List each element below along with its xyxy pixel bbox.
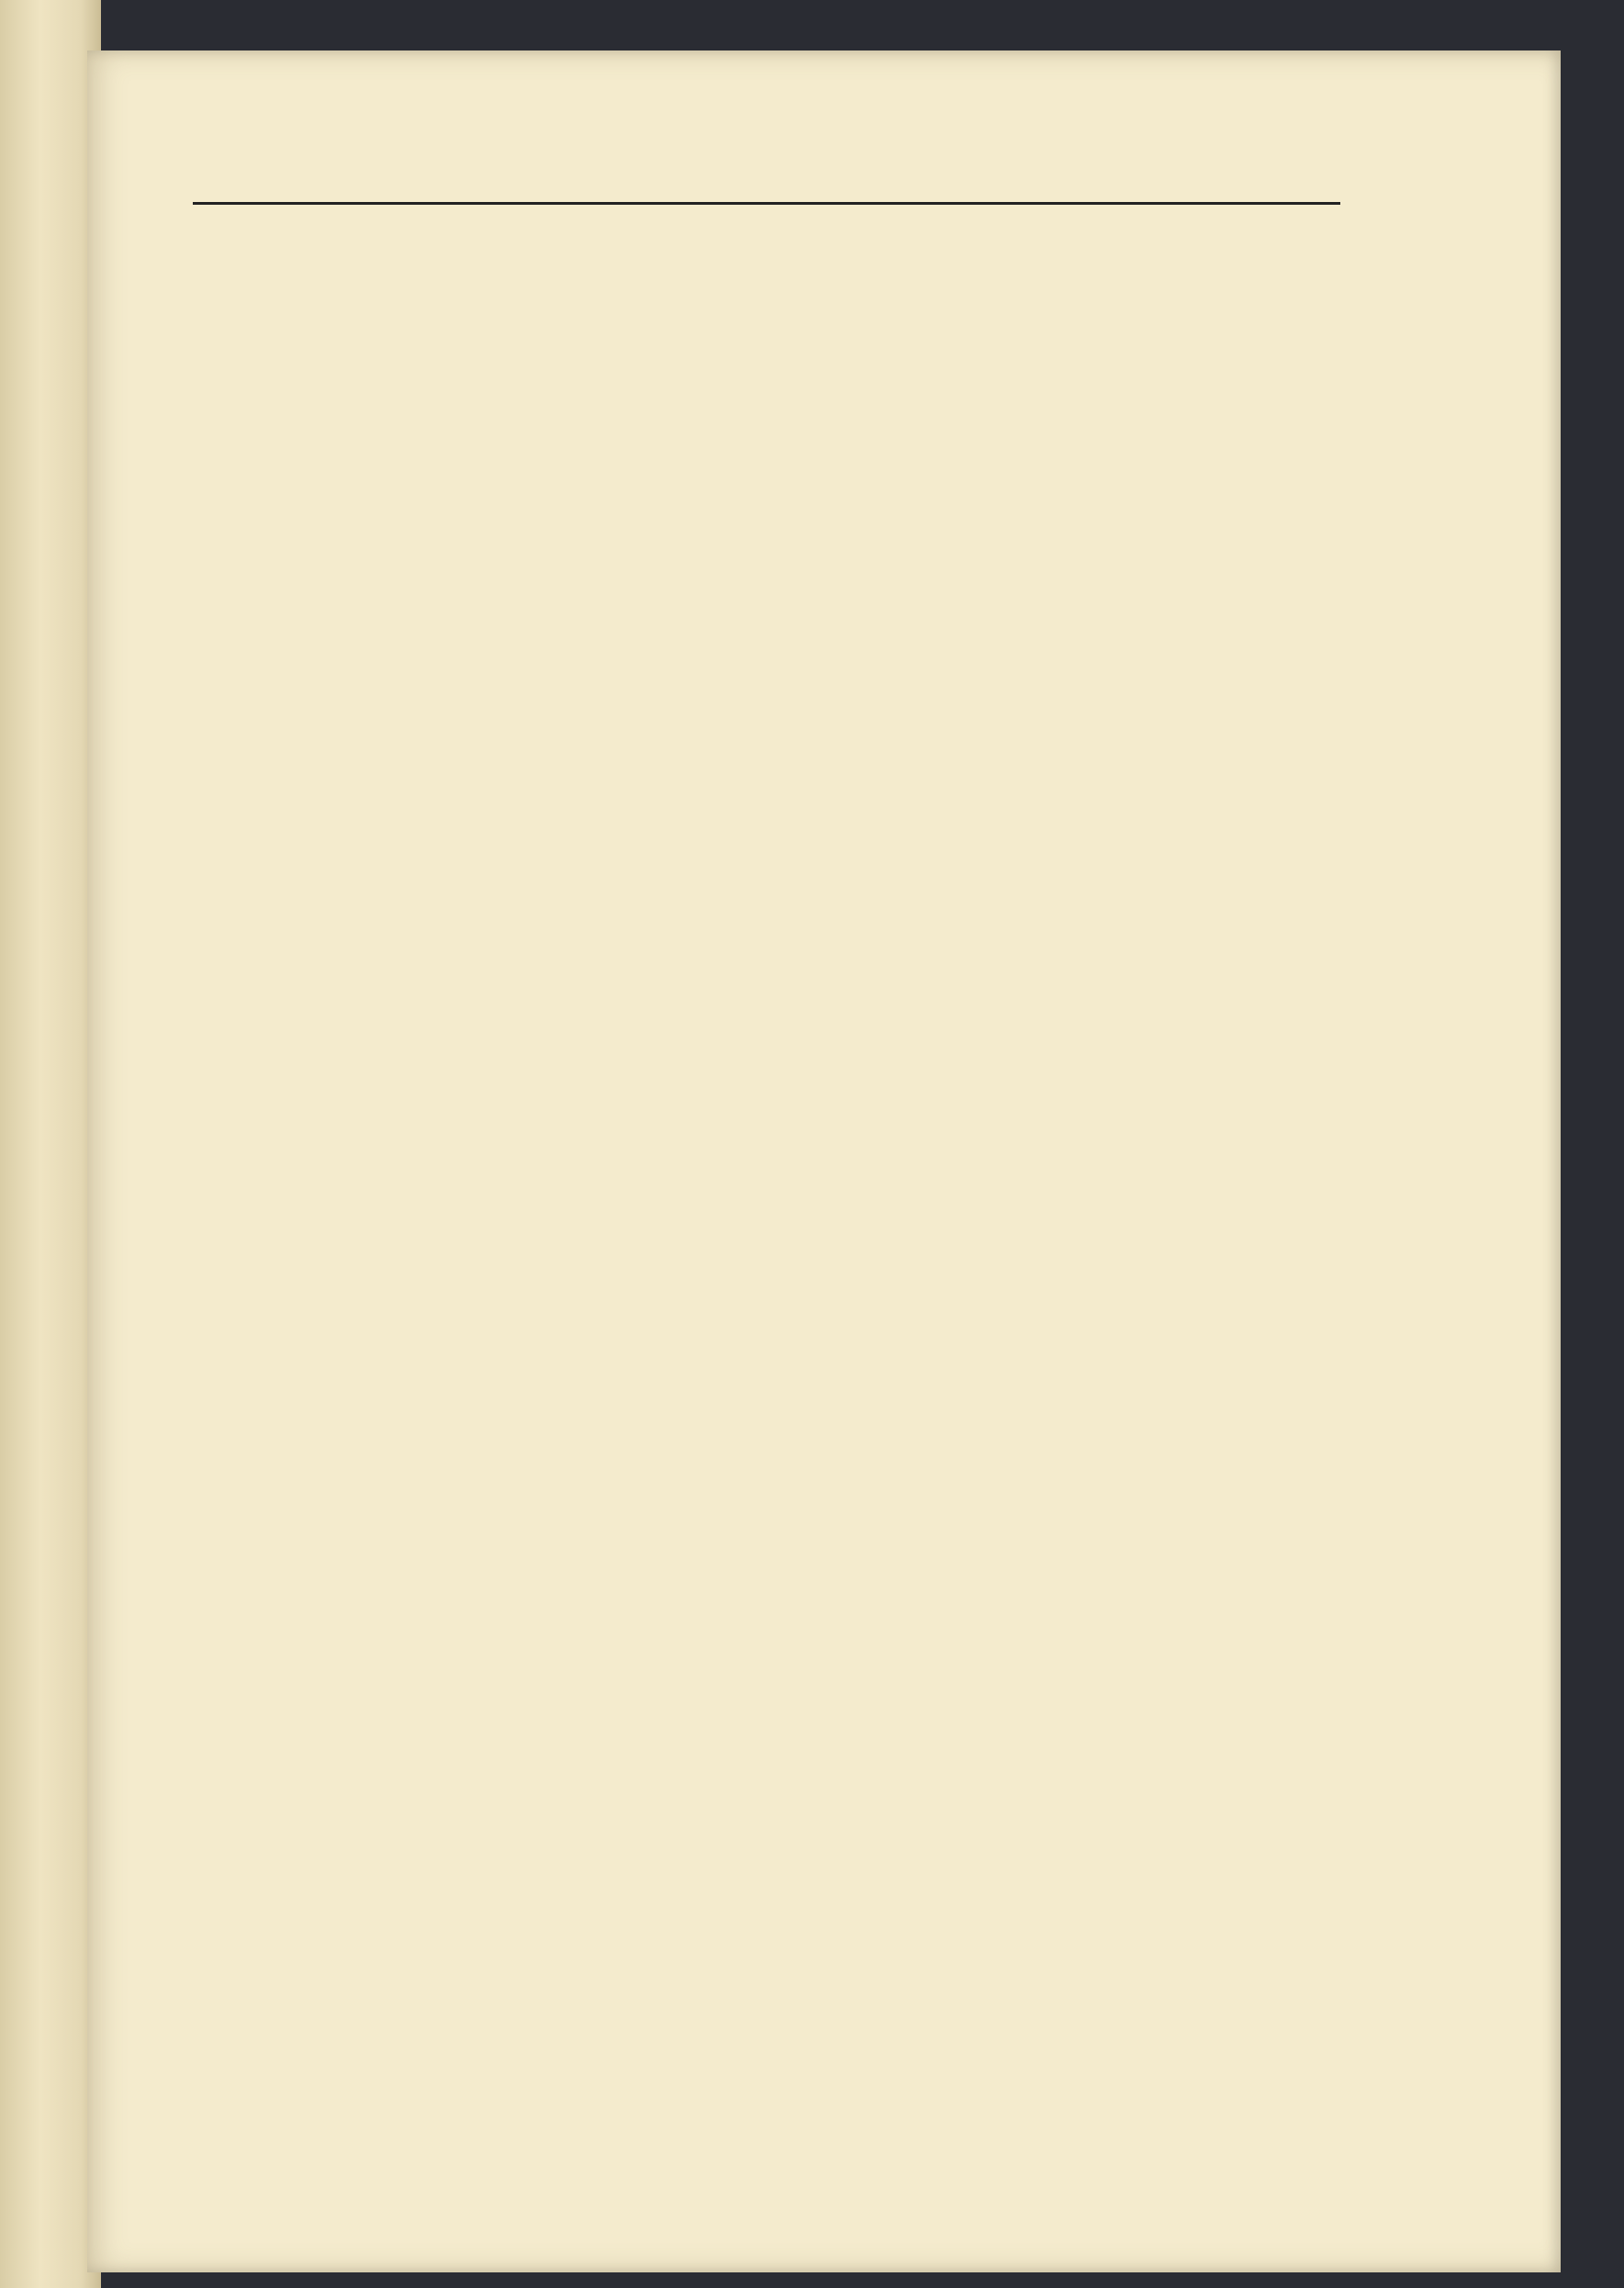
music-system-6 <box>193 1340 1350 1469</box>
staff-5 <box>193 1143 1350 1272</box>
lyrics-line-5 <box>193 1258 1350 1313</box>
staff-2 <box>193 551 1350 679</box>
staff-7 <box>193 1538 1350 1666</box>
music-system-3 <box>193 748 1350 877</box>
page-header <box>193 147 1340 205</box>
lyrics-line-1 <box>193 468 1350 523</box>
lyrics-line-2 <box>193 666 1350 721</box>
staff-1 <box>193 353 1350 482</box>
lyrics-line-3 <box>193 863 1350 918</box>
music-system-1 <box>193 353 1350 482</box>
lyrics-line-4 <box>193 1060 1350 1116</box>
lyrics-line-7 <box>193 1653 1350 1708</box>
music-system-2 <box>193 551 1350 679</box>
staff-6 <box>193 1340 1350 1469</box>
music-system-4 <box>193 946 1350 1074</box>
music-system-7 <box>193 1538 1350 1666</box>
lyrics-line-6 <box>193 1455 1350 1510</box>
book-left-edge <box>0 0 101 2288</box>
staff-3 <box>193 748 1350 877</box>
music-system-5 <box>193 1143 1350 1272</box>
staff-4 <box>193 946 1350 1074</box>
